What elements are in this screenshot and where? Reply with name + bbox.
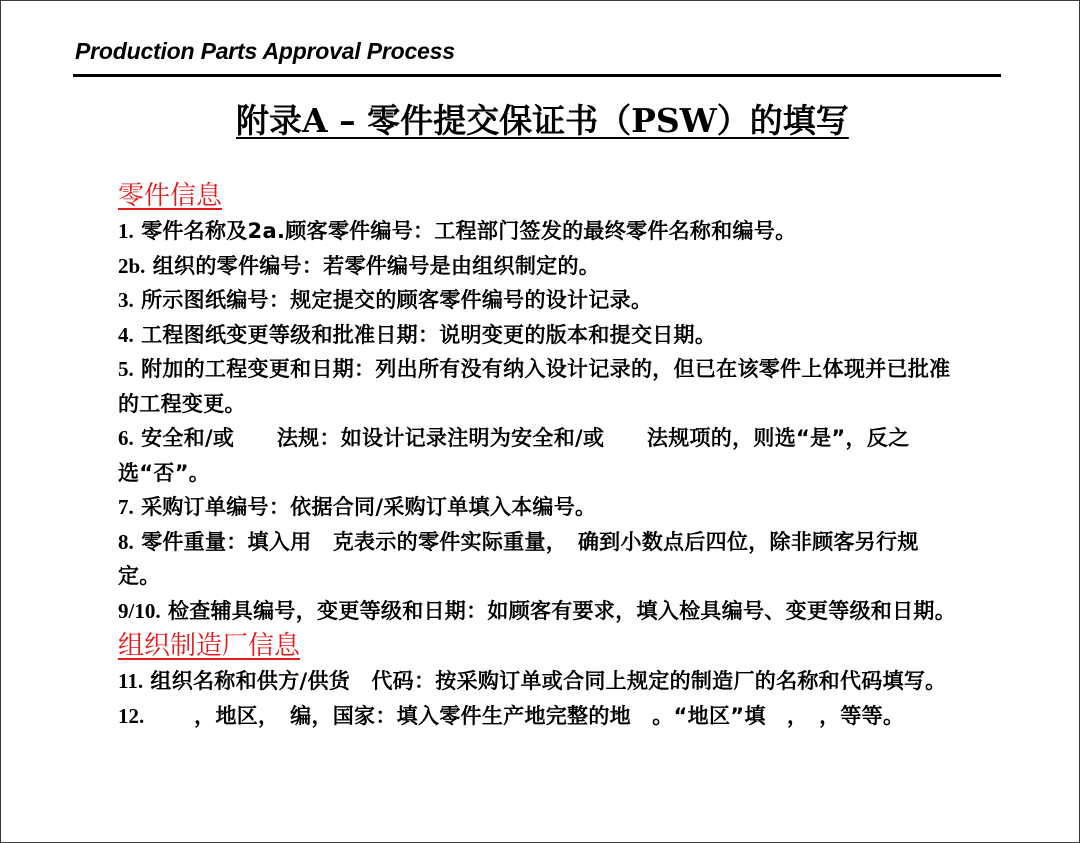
item-text: 检查辅具编号，变更等级和日期：如顾客有要求，填入检具编号、变更等级和日期。 bbox=[167, 598, 957, 623]
item-text: 附加的工程变更和日期：列出所有没有纳入设计记录的，但已在该零件上体现并已批准的工程变更。 bbox=[118, 357, 951, 416]
list-item bbox=[118, 352, 958, 421]
list-item bbox=[118, 594, 958, 629]
item-number: 9/10. bbox=[118, 598, 161, 623]
item-text: 零件重量：填入用 克表示的零件实际重量， 确到小数点后四位，除非顾客另行规定。 bbox=[118, 529, 919, 588]
list-item bbox=[118, 283, 958, 318]
header-title: Production Parts Approval Process bbox=[75, 38, 455, 64]
document-body bbox=[118, 178, 958, 733]
item-number: 12. bbox=[118, 703, 145, 728]
header-divider bbox=[73, 74, 1001, 77]
list-item bbox=[118, 664, 958, 699]
item-text: 组织名称和供方/供货 代码：按采购订单或合同上规定的制造厂的名称和代码填写。 bbox=[150, 669, 947, 693]
section-heading: 组织制造厂信息 bbox=[118, 631, 301, 661]
list-item bbox=[118, 525, 958, 594]
list-item bbox=[118, 214, 958, 249]
list-item bbox=[118, 490, 958, 525]
item-number: 2b. bbox=[118, 253, 146, 278]
item-text: 安全和/或 法规：如设计记录注明为安全和/或 法规项的，则选“是”，反之选“否”。 bbox=[118, 426, 910, 485]
item-number: 4. bbox=[118, 322, 134, 347]
item-number: 6. bbox=[118, 426, 134, 450]
item-number: 7. bbox=[118, 495, 134, 519]
item-text: 零件名称及2a.顾客零件编号：工程部门签发的最终零件名称和编号。 bbox=[141, 219, 797, 243]
item-text: 采购订单编号：依据合同/采购订单填入本编号。 bbox=[141, 495, 597, 519]
item-number: 8. bbox=[118, 529, 134, 554]
item-number: 1. bbox=[118, 219, 134, 243]
item-number: 11. bbox=[118, 669, 144, 693]
section-manufacturer-info bbox=[118, 628, 958, 733]
page-title: 附录A – 零件提交保证书（PSW）的填写 bbox=[236, 101, 849, 140]
item-text: ，地区， 编，国家：填入零件生产地完整的地 。“地区”填 ， ，等等。 bbox=[151, 703, 905, 728]
section-heading: 零件信息 bbox=[118, 181, 223, 211]
list-item bbox=[118, 318, 958, 353]
list-item bbox=[118, 249, 958, 284]
list-item bbox=[118, 699, 958, 734]
section-part-info bbox=[118, 178, 958, 628]
item-text: 所示图纸编号：规定提交的顾客零件编号的设计记录。 bbox=[141, 288, 653, 312]
item-text: 工程图纸变更等级和批准日期：说明变更的版本和提交日期。 bbox=[141, 322, 717, 347]
item-number: 5. bbox=[118, 357, 134, 381]
list-item bbox=[118, 421, 958, 490]
item-text: 组织的零件编号：若零件编号是由组织制定的。 bbox=[152, 253, 601, 278]
item-number: 3. bbox=[118, 288, 134, 312]
